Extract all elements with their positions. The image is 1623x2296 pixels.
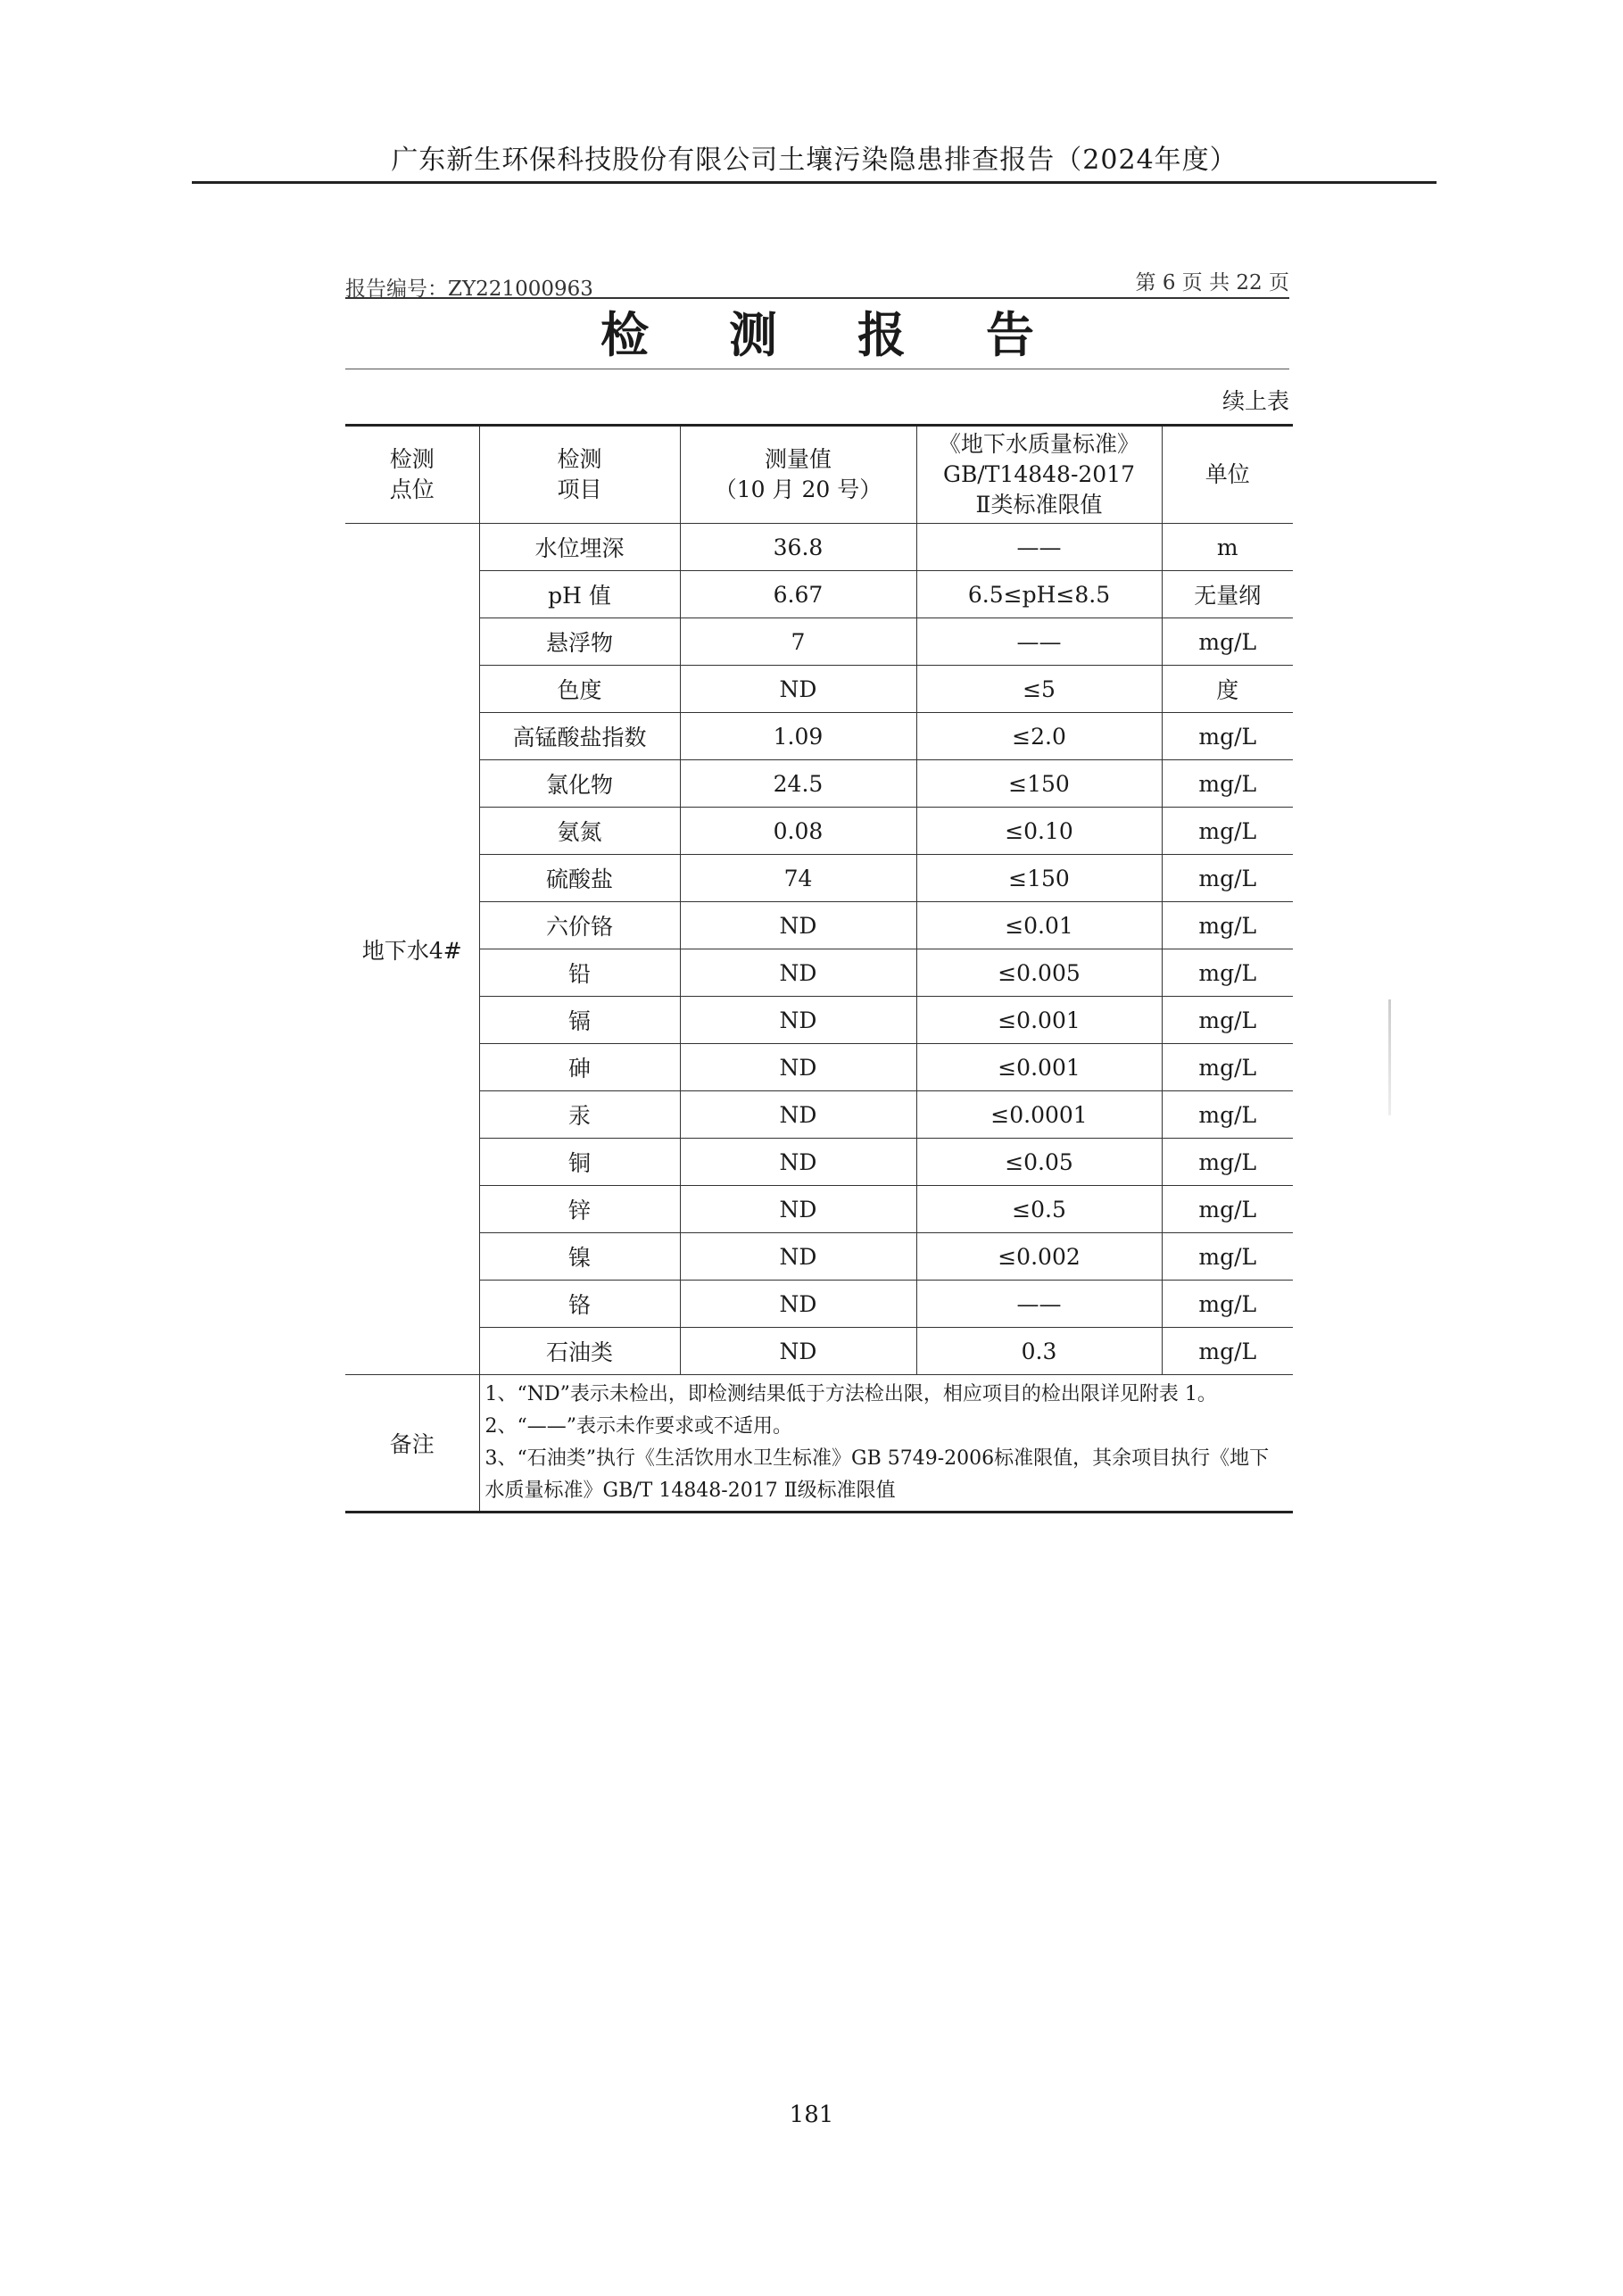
limit-cell: ≤0.05 <box>916 1139 1162 1186</box>
table-row <box>345 1044 1293 1091</box>
table-row <box>345 1091 1293 1139</box>
page-count: 第 6 页 共 22 页 <box>1135 271 1289 294</box>
page-number: 181 <box>789 2101 834 2128</box>
results-table <box>345 424 1293 1513</box>
unit-cell: mg/L <box>1162 1044 1293 1091</box>
item-cell: 硫酸盐 <box>479 855 680 902</box>
item-cell: 石油类 <box>479 1328 680 1375</box>
value-cell: ND <box>680 1281 916 1328</box>
unit-cell: mg/L <box>1162 997 1293 1044</box>
item-cell: 砷 <box>479 1044 680 1091</box>
header-item-line2: 项目 <box>557 477 602 502</box>
value-cell: ND <box>680 666 916 713</box>
limit-cell: ≤150 <box>916 760 1162 808</box>
header-item-line1: 检测 <box>557 446 602 472</box>
item-cell: 汞 <box>479 1091 680 1139</box>
report-title: 检测报告 <box>600 306 1114 363</box>
table-row <box>345 760 1293 808</box>
table-row <box>345 808 1293 855</box>
remarks-label: 备注 <box>345 1375 479 1513</box>
item-cell: 镉 <box>479 997 680 1044</box>
document-header: 广东新生环保科技股份有限公司土壤污染隐患排查报告（2024年度） <box>391 145 1238 176</box>
unit-cell: mg/L <box>1162 760 1293 808</box>
limit-cell: ≤150 <box>916 855 1162 902</box>
table-row <box>345 571 1293 618</box>
item-cell: 高锰酸盐指数 <box>479 713 680 760</box>
unit-cell: mg/L <box>1162 855 1293 902</box>
value-cell: ND <box>680 949 916 997</box>
item-cell: pH 值 <box>479 571 680 618</box>
table-row <box>345 713 1293 760</box>
header-std-line2: GB/T14848-2017 <box>942 461 1136 487</box>
remarks-text <box>479 1375 1293 1513</box>
remark-line-2: 2、“——”表示未作要求或不适用。 <box>484 1415 792 1438</box>
header-unit: 单位 <box>1162 426 1293 524</box>
table-row <box>345 1281 1293 1328</box>
unit-cell: mg/L <box>1162 1186 1293 1233</box>
header-value-line1: 测量值 <box>764 446 832 472</box>
table-row <box>345 997 1293 1044</box>
limit-cell: ≤0.0001 <box>916 1091 1162 1139</box>
header-standard <box>916 426 1162 524</box>
table-body <box>345 524 1293 1375</box>
table-row <box>345 855 1293 902</box>
value-cell: 36.8 <box>680 524 916 571</box>
limit-cell: —— <box>916 524 1162 571</box>
header-site-line1: 检测 <box>389 446 435 472</box>
header-item <box>479 426 680 524</box>
header-rule <box>192 181 1437 184</box>
limit-cell: ≤0.005 <box>916 949 1162 997</box>
table-row <box>345 1139 1293 1186</box>
header-std-line3: Ⅱ类标准限值 <box>975 492 1103 518</box>
unit-cell: mg/L <box>1162 808 1293 855</box>
value-cell: 7 <box>680 618 916 666</box>
table-row <box>345 524 1293 571</box>
item-cell: 镍 <box>479 1233 680 1281</box>
header-site <box>345 426 479 524</box>
table-row <box>345 1233 1293 1281</box>
value-cell: ND <box>680 1091 916 1139</box>
value-cell: ND <box>680 1044 916 1091</box>
table-row <box>345 949 1293 997</box>
item-cell: 水位埋深 <box>479 524 680 571</box>
limit-cell: —— <box>916 1281 1162 1328</box>
unit-cell: mg/L <box>1162 713 1293 760</box>
value-cell: ND <box>680 1328 916 1375</box>
limit-cell: ≤0.002 <box>916 1233 1162 1281</box>
header-value <box>680 426 916 524</box>
table-row <box>345 618 1293 666</box>
unit-cell: 无量纲 <box>1162 571 1293 618</box>
value-cell: ND <box>680 1139 916 1186</box>
value-cell: ND <box>680 1186 916 1233</box>
remark-line-4: 水质量标准》GB/T 14848-2017 Ⅱ级标准限值 <box>484 1480 896 1502</box>
unit-cell: mg/L <box>1162 618 1293 666</box>
site-cell: 地下水4# <box>345 524 479 1375</box>
remark-line-3: 3、“石油类”执行《生活饮用水卫生标准》GB 5749-2006标准限值，其余项目执行《地下 <box>484 1447 1270 1470</box>
value-cell: ND <box>680 997 916 1044</box>
unit-cell: mg/L <box>1162 1139 1293 1186</box>
unit-cell: mg/L <box>1162 1091 1293 1139</box>
table-row <box>345 1328 1293 1375</box>
item-cell: 色度 <box>479 666 680 713</box>
limit-cell: ≤0.01 <box>916 902 1162 949</box>
limit-cell: ≤5 <box>916 666 1162 713</box>
item-cell: 铬 <box>479 1281 680 1328</box>
value-cell: 74 <box>680 855 916 902</box>
limit-cell: ≤2.0 <box>916 713 1162 760</box>
item-cell: 六价铬 <box>479 902 680 949</box>
unit-cell: m <box>1162 524 1293 571</box>
table-row <box>345 1186 1293 1233</box>
limit-cell: ≤0.5 <box>916 1186 1162 1233</box>
value-cell: 6.67 <box>680 571 916 618</box>
unit-cell: mg/L <box>1162 949 1293 997</box>
unit-cell: mg/L <box>1162 1233 1293 1281</box>
unit-cell: mg/L <box>1162 1281 1293 1328</box>
limit-cell: ≤0.001 <box>916 997 1162 1044</box>
value-cell: 24.5 <box>680 760 916 808</box>
item-cell: 锌 <box>479 1186 680 1233</box>
limit-cell: 0.3 <box>916 1328 1162 1375</box>
value-cell: 1.09 <box>680 713 916 760</box>
limit-cell: —— <box>916 618 1162 666</box>
item-cell: 铜 <box>479 1139 680 1186</box>
remarks-row <box>345 1375 1293 1513</box>
unit-cell: mg/L <box>1162 902 1293 949</box>
limit-cell: 6.5≤pH≤8.5 <box>916 571 1162 618</box>
item-cell: 悬浮物 <box>479 618 680 666</box>
value-cell: 0.08 <box>680 808 916 855</box>
scan-artifact <box>1388 999 1391 1115</box>
item-cell: 铅 <box>479 949 680 997</box>
header-value-line2: （10 月 20 号） <box>714 477 882 502</box>
unit-cell: 度 <box>1162 666 1293 713</box>
limit-cell: ≤0.10 <box>916 808 1162 855</box>
header-site-line2: 点位 <box>389 477 435 502</box>
value-cell: ND <box>680 1233 916 1281</box>
remark-line-1: 1、“ND”表示未检出，即检测结果低于方法检出限，相应项目的检出限详见附表 1。 <box>484 1383 1217 1405</box>
item-cell: 氨氮 <box>479 808 680 855</box>
continued-label: 续上表 <box>1221 388 1289 414</box>
unit-cell: mg/L <box>1162 1328 1293 1375</box>
limit-cell: ≤0.001 <box>916 1044 1162 1091</box>
header-std-line1: 《地下水质量标准》 <box>938 431 1139 457</box>
report-number: 报告编号：ZY221000963 <box>345 278 593 301</box>
table-header-row <box>345 426 1293 524</box>
value-cell: ND <box>680 902 916 949</box>
item-cell: 氯化物 <box>479 760 680 808</box>
table-row <box>345 666 1293 713</box>
table-row <box>345 902 1293 949</box>
